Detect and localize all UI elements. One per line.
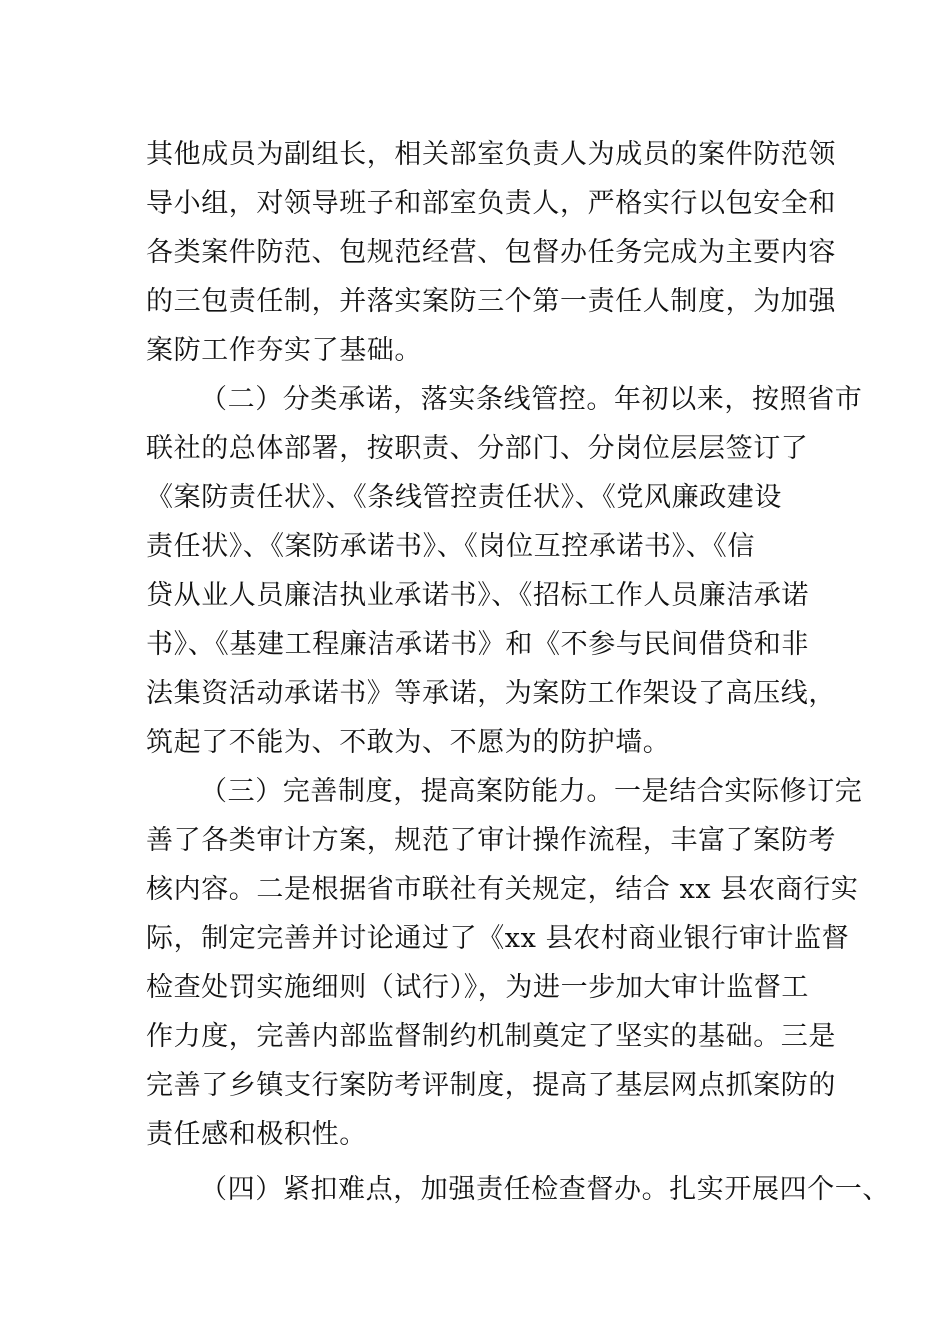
text-line: （二）分类承诺，落实条线管控。年初以来，按照省市	[200, 384, 863, 415]
text-line: 导小组，对领导班子和部室负责人，严格实行以包安全和	[146, 188, 836, 219]
text-line: 法集资活动承诺书》等承诺，为案防工作架设了高压线，	[146, 678, 836, 709]
text-line: 书》、《基建工程廉洁承诺书》和《不参与民间借贷和非	[146, 629, 809, 660]
text-line: 检查处罚实施细则（试行）》，为进一步加大审计监督工	[146, 972, 809, 1003]
text-line: （三）完善制度，提高案防能力。一是结合实际修订完	[200, 776, 863, 807]
text-line: 完善了乡镇支行案防考评制度，提高了基层网点抓案防的	[146, 1070, 836, 1101]
text-line: 联社的总体部署，按职责、分部门、分岗位层层签订了	[146, 433, 809, 464]
paragraph-4	[146, 1165, 890, 1214]
text-line: 作力度，完善内部监督制约机制奠定了坚实的基础。三是	[146, 1021, 836, 1052]
text-line: 各类案件防范、包规范经营、包督办任务完成为主要内容	[146, 237, 836, 268]
document-body	[146, 130, 890, 1214]
text-line: 筑起了不能为、不敢为、不愿为的防护墙。	[146, 727, 671, 758]
text-line: 《案防责任状》、《条线管控责任状》、《党风廉政建设	[146, 482, 782, 513]
text-line: 善了各类审计方案，规范了审计操作流程，丰富了案防考	[146, 825, 836, 856]
paragraph-3	[146, 767, 863, 1159]
text-line: 际，制定完善并讨论通过了《xx 县农村商业银行审计监督	[146, 923, 850, 954]
text-line: （四）紧扣难点，加强责任检查督办。扎实开展四个一、	[200, 1174, 890, 1205]
text-line: 核内容。二是根据省市联社有关规定，结合 xx 县农商行实	[146, 874, 859, 905]
text-line: 责任状》、《案防承诺书》、《岗位互控承诺书》、《信	[146, 531, 755, 562]
paragraph-2	[146, 375, 863, 767]
text-line: 的三包责任制，并落实案防三个第一责任人制度，为加强	[146, 286, 836, 317]
text-line: 贷从业人员廉洁执业承诺书》、《招标工作人员廉洁承诺	[146, 580, 809, 611]
text-line: 其他成员为副组长，相关部室负责人为成员的案件防范领	[146, 139, 836, 170]
text-line: 案防工作夯实了基础。	[146, 335, 422, 366]
text-line: 责任感和极积性。	[146, 1119, 367, 1150]
paragraph-1	[146, 130, 836, 375]
